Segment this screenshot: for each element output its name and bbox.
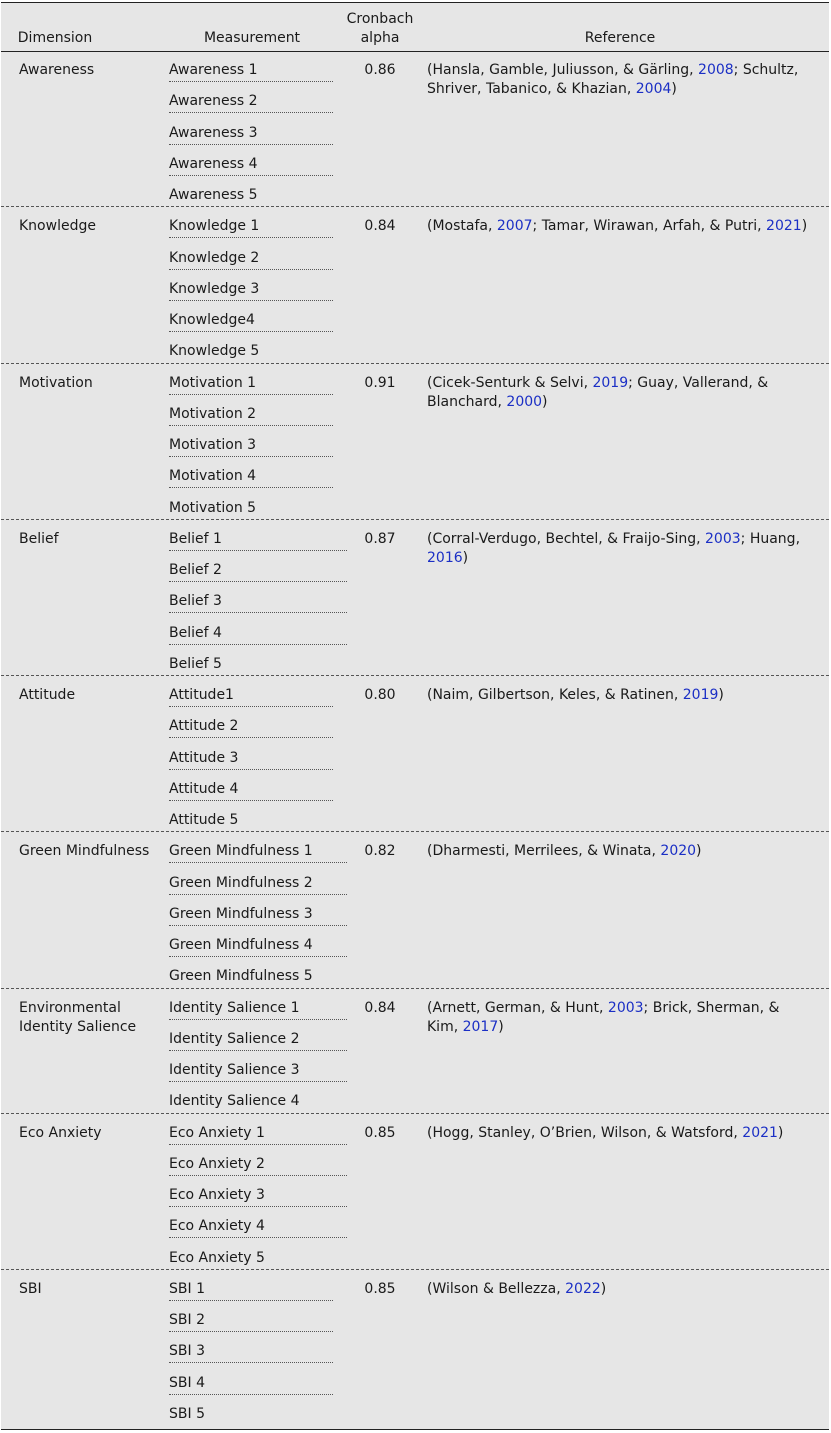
reference-cell	[427, 1280, 811, 1299]
measurement-item: Identity Salience 4	[169, 1093, 300, 1110]
citation-year-link[interactable]: 2019	[682, 687, 719, 703]
measurement-item: Knowledge4	[169, 301, 347, 332]
reference-text: )	[777, 1124, 784, 1141]
measurement-item: Awareness 4	[169, 145, 347, 176]
reference-text: )	[462, 549, 469, 566]
measurement-item: Knowledge 5	[169, 343, 260, 360]
measurement-item: Awareness 5	[169, 187, 258, 203]
table-row-group	[1, 676, 829, 832]
reference-text: ; Huang,	[740, 530, 801, 547]
reference-cell	[427, 686, 811, 705]
citation-year-link[interactable]: 2020	[660, 843, 697, 860]
reference-text: (Naim, Gilbertson, Keles, & Ratinen,	[427, 687, 683, 703]
measurement-item: Belief 2	[169, 551, 347, 582]
measurement-item: Awareness 3	[169, 114, 347, 145]
reference-text: )	[696, 843, 702, 860]
citation-year-link[interactable]: 2021	[742, 1124, 778, 1141]
measurement-item: Eco Anxiety 3	[169, 1176, 347, 1207]
reference-text: (Arnett, German, & Hunt,	[427, 999, 608, 1016]
alpha-cell: 0.85	[364, 1280, 396, 1297]
measurement-item: SBI 3	[169, 1332, 347, 1363]
citation-year-link[interactable]: 2003	[607, 999, 644, 1016]
measurement-item: Awareness 2	[169, 82, 347, 113]
citation-year-link[interactable]: 2021	[766, 218, 802, 235]
measurement-item: Green Mindfulness 3	[169, 895, 347, 926]
reference-cell	[427, 842, 811, 861]
measurement-item: Eco Anxiety 4	[169, 1207, 347, 1238]
dimension-cell: Attitude	[19, 687, 76, 703]
header-reference: Reference	[584, 30, 656, 46]
measurement-item: Attitude 4	[169, 770, 347, 801]
dimension-cell: Awareness	[19, 62, 95, 78]
reference-cell	[427, 217, 811, 236]
alpha-cell: 0.87	[364, 530, 396, 547]
reference-text: (Hogg, Stanley, O’Brien, Wilson, & Watsford,	[427, 1124, 743, 1141]
reference-text: ; Tamar, Wirawan, Arfah, & Putri,	[532, 218, 767, 235]
reference-cell	[427, 1124, 811, 1143]
measurement-item: Green Mindfulness 5	[169, 968, 313, 985]
measurement-item: Knowledge 1	[169, 207, 347, 238]
table-row-group	[1, 207, 829, 363]
measurement-item: Eco Anxiety 1	[169, 1114, 347, 1145]
measurement-item: Identity Salience 1	[169, 989, 347, 1020]
measurement-item: Green Mindfulness 1	[169, 832, 347, 863]
alpha-cell: 0.91	[364, 374, 396, 391]
dimension-cell: Green Mindfulness	[19, 843, 150, 860]
alpha-cell: 0.80	[364, 687, 396, 703]
measurement-item: Belief 5	[169, 655, 222, 672]
citation-year-link[interactable]: 2000	[506, 393, 543, 410]
alpha-cell: 0.86	[364, 62, 396, 78]
dimension-cell: Motivation	[19, 374, 93, 391]
table-row-group	[1, 1114, 829, 1270]
measurement-item: Attitude 3	[169, 739, 347, 770]
measurement-item: Belief 3	[169, 582, 347, 613]
reference-text: ; Schultz, Shriver, Tabanico, & Khazian,	[427, 62, 799, 97]
header-alpha-line1: Cronbach	[346, 11, 414, 27]
header-measurement: Measurement	[203, 30, 301, 46]
measurement-item: Motivation 2	[169, 395, 347, 426]
citation-year-link[interactable]: 2008	[698, 62, 734, 78]
dimension-cell: Eco Anxiety	[19, 1124, 102, 1141]
reference-text: )	[498, 1018, 504, 1035]
measurement-item: Identity Salience 3	[169, 1051, 347, 1082]
table-row-group	[1, 520, 829, 676]
reference-text: ; Brick, Sherman, & Kim,	[427, 999, 780, 1035]
measurement-item: Motivation 4	[169, 457, 347, 488]
citation-year-link[interactable]: 2007	[496, 218, 533, 235]
measurement-table	[1, 2, 829, 1430]
citation-year-link[interactable]: 2017	[462, 1018, 499, 1035]
table-row-group	[1, 51, 829, 207]
measurement-item: Motivation 3	[169, 426, 347, 457]
reference-text: (Hansla, Gamble, Juliusson, & Gärling,	[427, 62, 699, 78]
measurement-item: Attitude1	[169, 676, 347, 707]
reference-cell	[427, 999, 811, 1037]
reference-text: )	[542, 393, 548, 410]
alpha-cell: 0.84	[364, 218, 396, 235]
measurement-item: Knowledge 3	[169, 270, 347, 301]
measurement-item: Eco Anxiety 5	[169, 1249, 265, 1266]
reference-text: )	[671, 81, 677, 97]
reference-cell	[427, 374, 811, 412]
reference-text: )	[718, 687, 724, 703]
measurement-item: Motivation 5	[169, 499, 257, 516]
reference-text: ; Guay, Vallerand, & Blanchard,	[427, 374, 769, 410]
reference-text: (Mostafa,	[427, 218, 497, 235]
reference-cell	[427, 530, 811, 568]
citation-year-link[interactable]: 2004	[635, 81, 672, 97]
reference-text: (Dharmesti, Merrilees, & Winata,	[427, 843, 661, 860]
measurement-item: SBI 5	[169, 1405, 205, 1422]
table-header	[1, 3, 829, 52]
measurement-item: Green Mindfulness 2	[169, 864, 347, 895]
measurement-item: Awareness 1	[169, 51, 347, 82]
measurement-item: Eco Anxiety 2	[169, 1145, 347, 1176]
dimension-cell: SBI	[19, 1280, 42, 1297]
measurement-item: SBI 1	[169, 1270, 347, 1301]
dimension-cell: Belief	[19, 530, 59, 547]
reference-cell	[427, 61, 811, 99]
table-row-group	[1, 1270, 829, 1426]
measurement-item: Belief 1	[169, 520, 347, 551]
measurement-item: Identity Salience 2	[169, 1020, 347, 1051]
header-dimension: Dimension	[17, 30, 93, 46]
alpha-cell: 0.85	[364, 1124, 396, 1141]
citation-year-link[interactable]: 2019	[592, 374, 629, 391]
citation-year-link[interactable]: 2022	[565, 1280, 601, 1297]
measurement-item: Attitude 5	[169, 812, 239, 828]
table-row-group	[1, 989, 829, 1114]
measurement-item: Motivation 1	[169, 364, 347, 395]
measurement-item: SBI 2	[169, 1301, 347, 1332]
measurement-item: SBI 4	[169, 1364, 347, 1395]
measurement-item: Attitude 2	[169, 707, 347, 738]
measurement-item: Knowledge 2	[169, 239, 347, 270]
dimension-cell: Knowledge	[19, 218, 96, 235]
measurement-item: Belief 4	[169, 614, 347, 645]
reference-text: )	[600, 1280, 607, 1297]
reference-text: (Cicek-Senturk & Selvi,	[427, 374, 593, 391]
citation-year-link[interactable]: 2003	[705, 530, 741, 547]
header-cronbach-alpha	[341, 10, 419, 48]
measurement-item: Green Mindfulness 4	[169, 926, 347, 957]
table-row-group	[1, 364, 829, 520]
header-alpha-line2: alpha	[360, 30, 400, 46]
citation-year-link[interactable]: 2016	[427, 549, 463, 566]
table-row-group	[1, 832, 829, 988]
dimension-cell: Environmental Identity Salience	[19, 999, 137, 1035]
alpha-cell: 0.84	[364, 999, 396, 1016]
reference-text: (Wilson & Bellezza,	[427, 1280, 566, 1297]
reference-text: (Corral-Verdugo, Bechtel, & Fraijo-Sing,	[427, 530, 706, 547]
reference-text: )	[801, 218, 808, 235]
alpha-cell: 0.82	[364, 843, 396, 860]
